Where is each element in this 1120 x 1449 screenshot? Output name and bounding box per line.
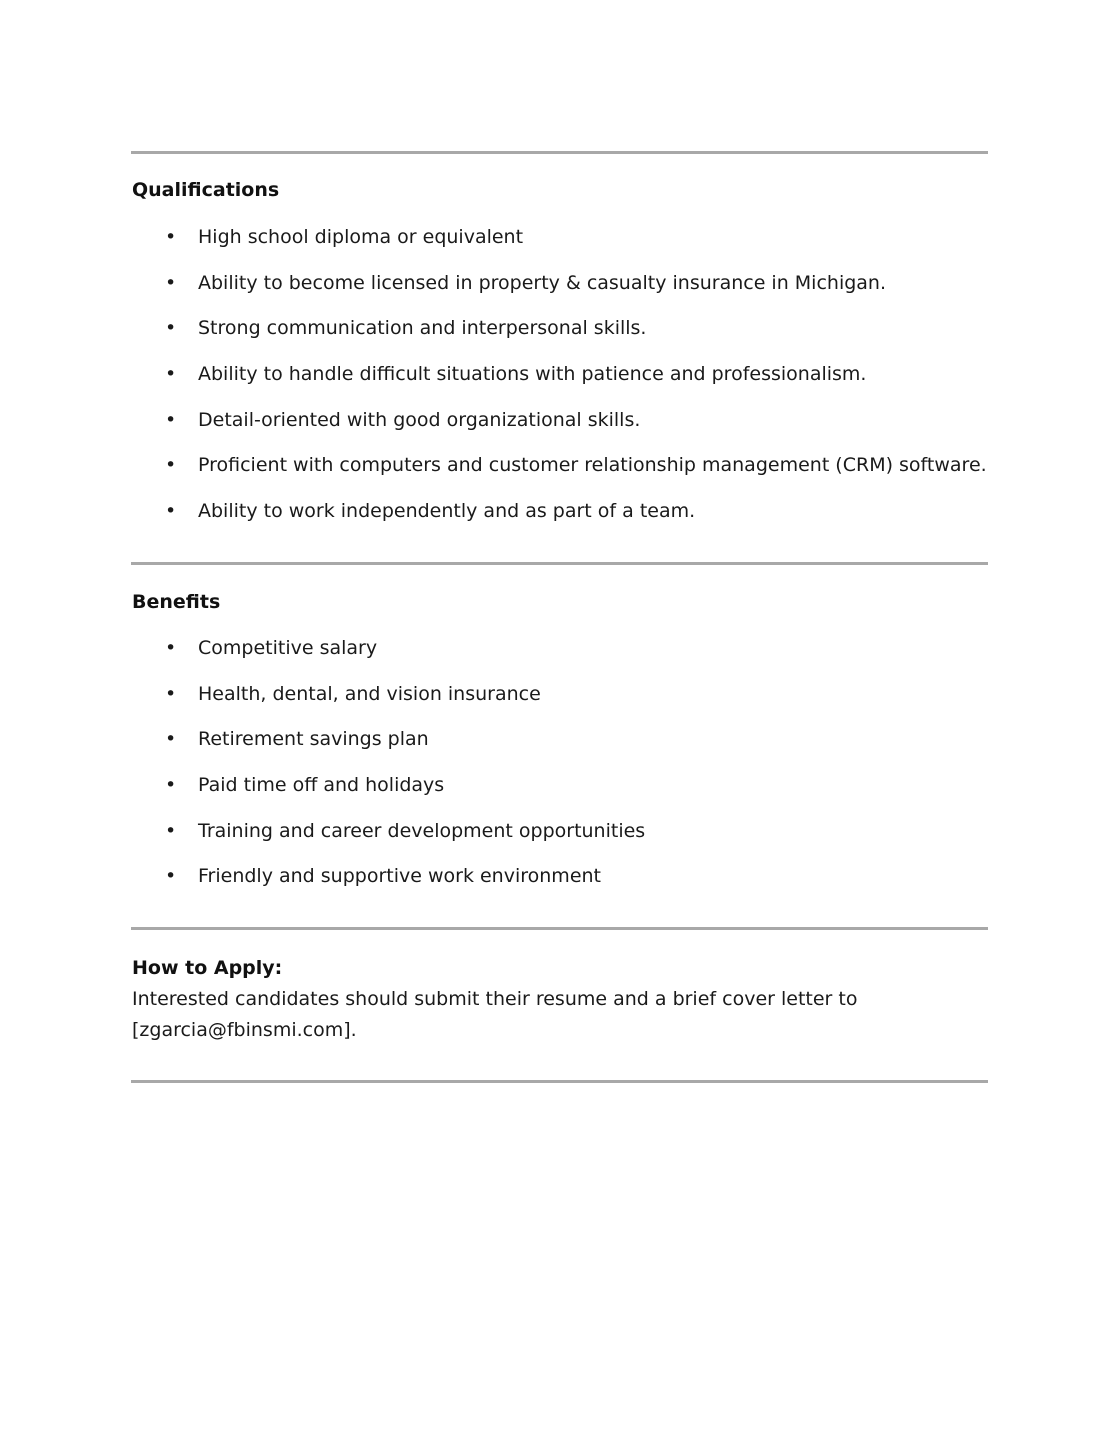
- bullet-icon: •: [165, 728, 177, 751]
- how-to-apply-heading: How to Apply:: [132, 957, 283, 979]
- list-item-text: Paid time off and holidays: [198, 774, 445, 797]
- bullet-icon: •: [165, 317, 177, 340]
- list-item-text: Health, dental, and vision insurance: [198, 682, 541, 705]
- benefits-heading: Benefits: [132, 591, 221, 613]
- bullet-icon: •: [165, 408, 177, 431]
- bullet-icon: •: [165, 774, 177, 797]
- qualifications-heading: Qualifications: [132, 179, 280, 201]
- list-item-text: Ability to handle difficult situations with patience and professionalism.: [198, 363, 867, 386]
- how-to-apply-line-1: Interested candidates should submit their resume and a brief cover letter to: [132, 988, 858, 1010]
- divider-bottom: [131, 1080, 988, 1083]
- list-item-text: Detail-oriented with good organizational skills.: [198, 408, 641, 431]
- bullet-icon: •: [165, 819, 177, 842]
- bullet-icon: •: [165, 454, 177, 477]
- bullet-icon: •: [165, 226, 177, 248]
- list-item-text: Ability to work independently and as part of a team.: [198, 500, 696, 523]
- list-item-text: Ability to become licensed in property & casualty insurance in Michigan.: [198, 271, 887, 294]
- list-item-text: Training and career development opportunities: [198, 819, 646, 842]
- bullet-icon: •: [165, 271, 177, 294]
- list-item-text: Proficient with computers and customer relationship management (CRM) software.: [198, 454, 987, 477]
- bullet-icon: •: [165, 682, 177, 705]
- divider-top: [131, 151, 988, 154]
- bullet-icon: •: [165, 637, 177, 659]
- how-to-apply-text: [132, 984, 892, 1046]
- contact-email[interactable]: [zgarcia@fbinsmi.com].: [132, 1019, 357, 1041]
- bullet-icon: •: [165, 363, 177, 386]
- list-item-text: Competitive salary: [198, 637, 378, 659]
- list-item-text: Retirement savings plan: [198, 728, 429, 751]
- divider-benefits-apply: [131, 927, 988, 930]
- list-item-text: High school diploma or equivalent: [198, 226, 524, 248]
- bullet-icon: •: [165, 865, 177, 888]
- list-item-text: Friendly and supportive work environment: [198, 865, 601, 888]
- list-item-text: Strong communication and interpersonal skills.: [198, 317, 647, 340]
- bullet-icon: •: [165, 500, 177, 523]
- divider-qualifications-benefits: [131, 562, 988, 565]
